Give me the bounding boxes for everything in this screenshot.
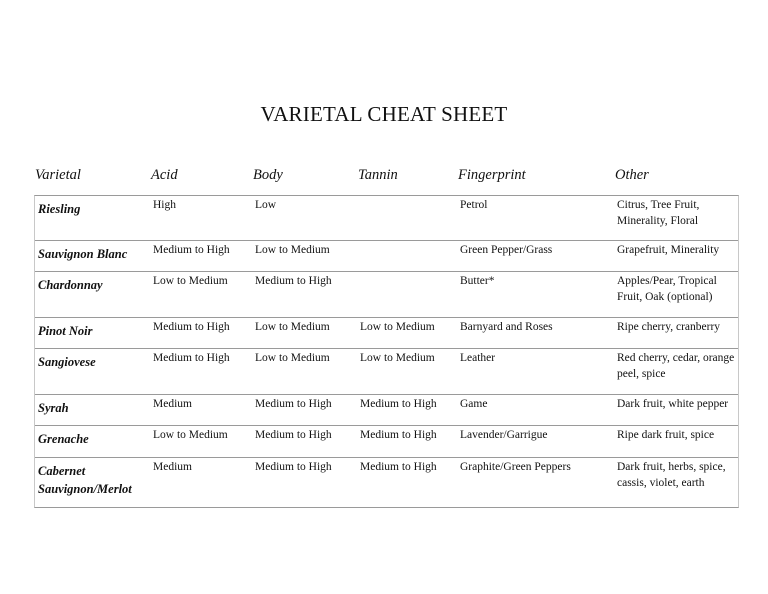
header-body: Body [253, 167, 283, 183]
cell-tannin: Medium to High [360, 398, 437, 410]
cell-body: Low [255, 199, 277, 211]
header-varietal: Varietal [35, 167, 81, 183]
cell-acid: Low to Medium [153, 429, 228, 441]
cell-varietal: Pinot Noir [38, 324, 93, 338]
cell-varietal: Sangiovese [38, 355, 96, 369]
cell-varietal: Cabernet Sauvignon/Merlot [38, 464, 132, 496]
cell-varietal: Syrah [38, 401, 69, 415]
cell-fingerprint: Petrol [460, 199, 488, 211]
table-row [35, 395, 738, 426]
cell-fingerprint: Leather [460, 352, 496, 364]
column-headers [0, 167, 768, 189]
header-fingerprint: Fingerprint [458, 167, 526, 183]
header-acid: Acid [151, 167, 178, 183]
cell-body: Medium to High [255, 429, 332, 441]
cell-acid: Low to Medium [153, 275, 228, 287]
cell-varietal: Chardonnay [38, 278, 103, 292]
table-row [35, 426, 738, 458]
cell-fingerprint: Game [460, 398, 488, 410]
cell-body: Medium to High [255, 461, 332, 473]
cell-body: Low to Medium [255, 352, 330, 364]
cell-other: Ripe dark fruit, spice [617, 429, 715, 441]
cell-body: Low to Medium [255, 321, 330, 333]
varietal-table [34, 195, 739, 508]
cell-tannin: Low to Medium [360, 321, 435, 333]
cell-body: Medium to High [255, 398, 332, 410]
cell-fingerprint: Green Pepper/Grass [460, 244, 553, 256]
header-other: Other [615, 167, 649, 183]
cell-varietal: Sauvignon Blanc [38, 247, 128, 261]
cell-fingerprint: Barnyard and Roses [460, 321, 553, 333]
table-row [35, 272, 738, 318]
cell-acid: Medium to High [153, 352, 230, 364]
cell-body: Medium to High [255, 275, 332, 287]
header-tannin: Tannin [358, 167, 398, 183]
cell-fingerprint: Butter* [460, 275, 495, 287]
page-title: VARIETAL CHEAT SHEET [260, 102, 508, 126]
cell-body: Low to Medium [255, 244, 330, 256]
cell-other: Dark fruit, herbs, spice, cassis, violet, earth [617, 461, 726, 489]
cell-varietal: Grenache [38, 432, 89, 446]
cell-fingerprint: Graphite/Green Peppers [460, 461, 571, 473]
cell-tannin: Medium to High [360, 461, 437, 473]
table-row [35, 349, 738, 395]
cell-acid: Medium to High [153, 244, 230, 256]
cell-acid: High [153, 199, 176, 211]
cell-other: Ripe cherry, cranberry [617, 321, 721, 333]
cell-tannin: Medium to High [360, 429, 437, 441]
table-row [35, 318, 738, 349]
cell-other: Red cherry, cedar, orange peel, spice [617, 352, 735, 380]
cell-varietal: Riesling [38, 202, 81, 216]
cell-other: Grapefruit, Minerality [617, 244, 720, 256]
cell-other: Apples/Pear, Tropical Fruit, Oak (optional) [617, 275, 717, 303]
table-row [35, 458, 738, 507]
cell-fingerprint: Lavender/Garrigue [460, 429, 548, 441]
cell-other: Dark fruit, white pepper [617, 398, 729, 410]
cell-other: Citrus, Tree Fruit, Minerality, Floral [617, 199, 700, 227]
cell-acid: Medium to High [153, 321, 230, 333]
cell-tannin: Low to Medium [360, 352, 435, 364]
table-row [35, 196, 738, 241]
cell-acid: Medium [153, 461, 192, 473]
cell-acid: Medium [153, 398, 192, 410]
table-row [35, 241, 738, 272]
